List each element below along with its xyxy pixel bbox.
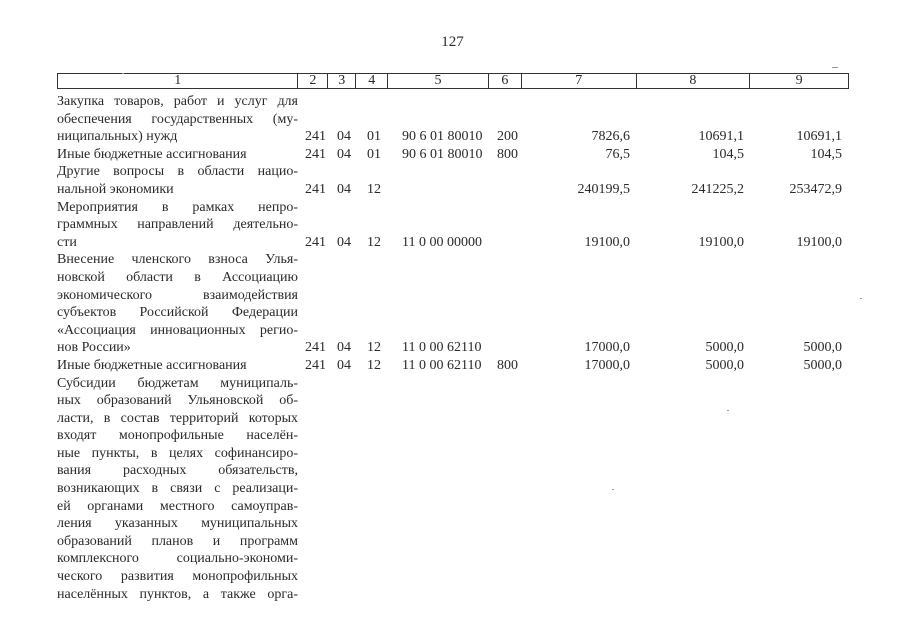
scan-speck [727, 410, 729, 411]
cell-y1: 240199,5 [577, 181, 630, 197]
description-line: Иные бюджетные ассигнования [57, 357, 247, 373]
description-line: сти [57, 234, 77, 250]
cell-vid: 241 [305, 234, 326, 250]
row-description [57, 375, 298, 604]
description-line: ласти, в состав территорий которых [57, 410, 298, 426]
cell-y2: 5000,0 [705, 340, 744, 356]
description-line: Мероприятия в рамках непро- [57, 199, 298, 215]
table-row [57, 93, 857, 146]
description-line: экономического взаимодействия [57, 287, 298, 303]
page-number: 127 [441, 34, 464, 50]
table-row [57, 357, 857, 375]
description-line: Субсидии бюджетам муниципаль- [57, 375, 298, 391]
description-line: ные пункты, в целях софинансиро- [57, 445, 298, 461]
cell-y3: 5000,0 [803, 357, 842, 373]
description-line: Иные бюджетные ассигнования [57, 146, 247, 162]
cell-rz: 04 [337, 234, 351, 250]
cell-pr: 01 [367, 129, 381, 145]
cell-rz: 04 [337, 340, 351, 356]
description-line: ей органами местного самоуправ- [57, 498, 298, 514]
table-body [57, 93, 857, 603]
cell-vid: 241 [305, 181, 326, 197]
header-col-4: 4 [356, 74, 388, 88]
table-row [57, 251, 857, 357]
cell-y1: 17000,0 [584, 340, 630, 356]
cell-vr: 800 [497, 357, 518, 373]
cell-cs: 11 0 00 62110 [402, 357, 482, 373]
cell-pr: 12 [367, 234, 381, 250]
scan-speck [860, 298, 862, 299]
table-header [57, 73, 849, 89]
scan-speck [122, 73, 124, 74]
cell-y2: 5000,0 [705, 357, 744, 373]
scan-speck [612, 489, 614, 490]
table-row [57, 146, 857, 164]
cell-vid: 241 [305, 340, 326, 356]
cell-y3: 5000,0 [803, 340, 842, 356]
header-col-1: 1 [58, 74, 298, 88]
description-line: нальной экономики [57, 181, 174, 197]
cell-y3: 104,5 [810, 146, 842, 162]
header-col-9: 9 [795, 73, 803, 88]
description-line: нов России» [57, 340, 131, 356]
table-row [57, 199, 857, 252]
description-line: возникающих в связи с реализаци- [57, 481, 298, 497]
description-line: Другие вопросы в области нацио- [57, 164, 298, 180]
cell-vid: 241 [305, 129, 326, 145]
description-line: ных образований Ульяновской об- [57, 393, 298, 409]
description-line: входят монопрофильные населён- [57, 428, 298, 444]
description-line: обеспечения государственных (му- [57, 111, 298, 127]
table-row [57, 375, 857, 604]
description-line: образований планов и программ [57, 533, 298, 549]
cell-pr: 12 [367, 357, 381, 373]
cell-y3: 19100,0 [796, 234, 842, 250]
description-line: субъектов Российской Федерации [57, 305, 298, 321]
description-line: ления указанных муниципальных [57, 516, 298, 532]
cell-rz: 04 [337, 146, 351, 162]
cell-cs: 90 6 01 80010 [402, 146, 483, 162]
description-line: Закупка товаров, работ и услуг для [57, 94, 298, 109]
cell-y3: 253472,9 [789, 181, 842, 197]
cell-vid: 241 [305, 146, 326, 162]
cell-y1: 76,5 [605, 146, 630, 162]
description-line: граммных направлений деятельно- [57, 217, 298, 233]
description-line: новской области в Ассоциацию [57, 269, 298, 285]
cell-rz: 04 [337, 357, 351, 373]
cell-cs: 90 6 01 80010 [402, 129, 483, 145]
header-col-2: 2 [298, 74, 328, 88]
cell-pr: 12 [367, 181, 381, 197]
cell-rz: 04 [337, 181, 351, 197]
cell-y1: 7826,6 [591, 129, 630, 145]
cell-pr: 01 [367, 146, 381, 162]
cell-pr: 12 [367, 340, 381, 356]
header-col-7: 7 [522, 74, 637, 88]
description-line: ниципальных) нужд [57, 129, 178, 145]
cell-y3: 10691,1 [796, 129, 842, 145]
cell-y2: 104,5 [712, 146, 744, 162]
cell-cs: 11 0 00 62110 [402, 340, 482, 356]
header-col-6: 6 [489, 74, 522, 88]
cell-rz: 04 [337, 129, 351, 145]
cell-vid: 241 [305, 357, 326, 373]
table-row [57, 163, 857, 198]
header-col-8: 8 [637, 74, 751, 88]
cell-cs: 11 0 00 00000 [402, 234, 482, 250]
cell-y1: 19100,0 [584, 234, 630, 250]
description-line: ческого развития монопрофильных [57, 569, 298, 585]
header-col-5: 5 [388, 74, 489, 88]
description-line: вания расходных обязательств, [57, 463, 298, 479]
scan-speck [832, 67, 838, 68]
cell-vr: 200 [497, 129, 518, 145]
cell-y2: 19100,0 [698, 234, 744, 250]
header-col-3: 3 [328, 74, 356, 88]
cell-y2: 241225,2 [691, 181, 744, 197]
cell-y1: 17000,0 [584, 357, 630, 373]
cell-y2: 10691,1 [698, 129, 744, 145]
description-line: Внесение членского взноса Улья- [57, 252, 298, 268]
description-line: комплексного социально-экономи- [57, 551, 298, 567]
cell-vr: 800 [497, 146, 518, 162]
description-line: населённых пунктов, а также орга- [57, 586, 298, 602]
description-line: «Ассоциация инновационных регио- [57, 322, 298, 338]
